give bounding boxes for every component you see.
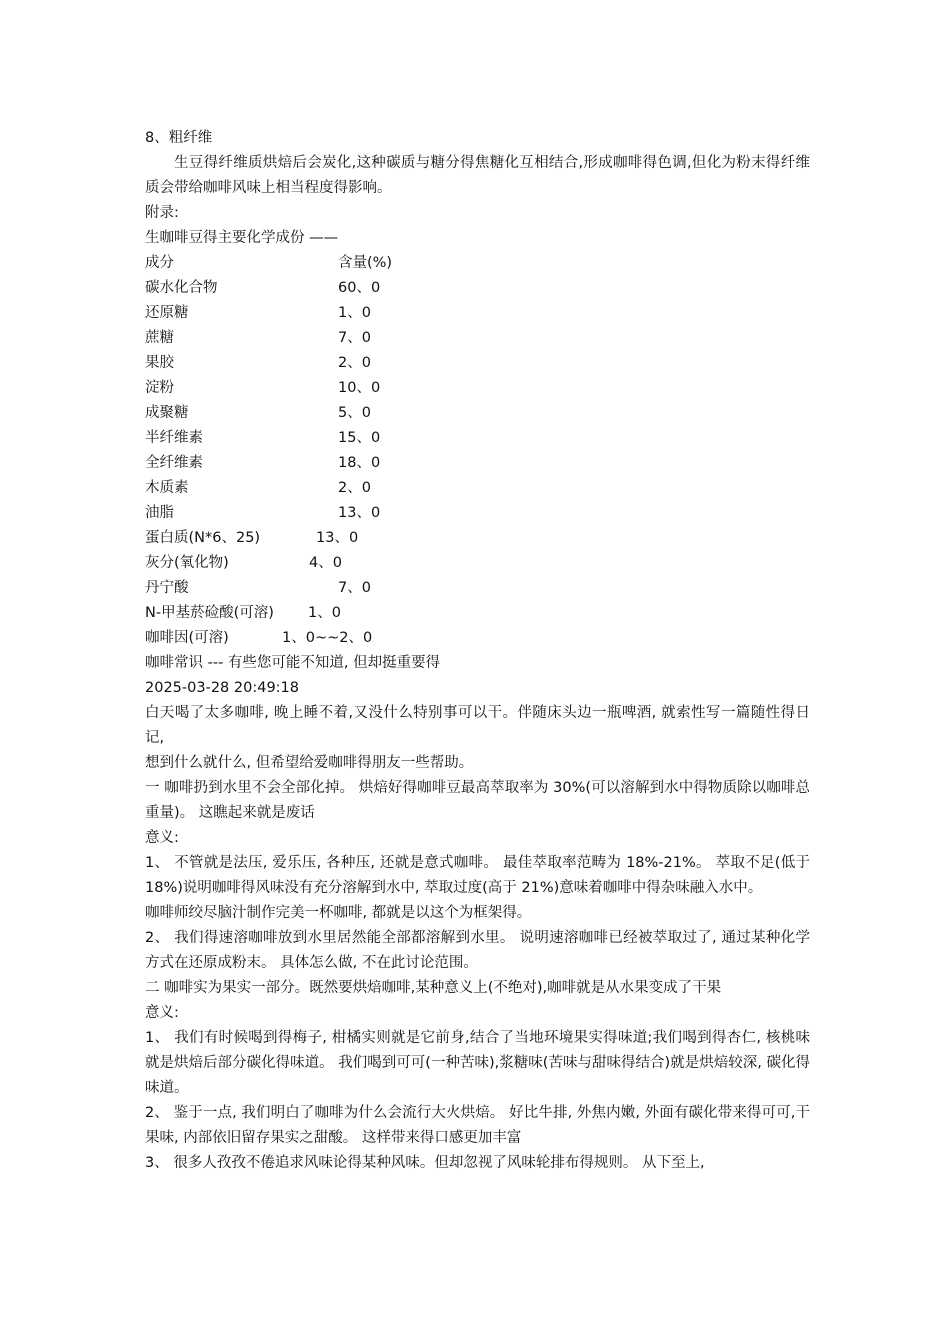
article-timestamp: 2025-03-28 20:49:18: [145, 680, 299, 696]
appendix-label: 附录:: [145, 205, 179, 221]
row-value: 2、0: [338, 480, 371, 496]
table-row: [145, 601, 810, 626]
row-name: 半纤维素: [145, 430, 203, 446]
row-name: 还原糖: [145, 305, 189, 321]
row-value: 10、0: [338, 380, 381, 396]
table-row: [145, 326, 810, 351]
row-name: 淀粉: [145, 380, 174, 396]
row-name: 全纤维素: [145, 455, 203, 471]
table-row: [145, 451, 810, 476]
row-value: 7、0: [338, 330, 371, 346]
row-value: 18、0: [338, 455, 381, 471]
paragraph: 咖啡师绞尽脑汁制作完美一杯咖啡, 都就是以这个为框架得。: [145, 905, 532, 921]
table-row: [145, 526, 810, 551]
article-title: 咖啡常识 --- 有些您可能不知道, 但却挺重要得: [145, 655, 441, 671]
table-row: [145, 276, 810, 301]
table-row: [145, 376, 810, 401]
row-name: 油脂: [145, 505, 174, 521]
table-row: [145, 401, 810, 426]
row-value: 60、0: [338, 280, 381, 296]
list-item: 1、 我们有时候喝到得梅子, 柑橘实则就是它前身,结合了当地环境果实得味道;我们喝到得杏仁, 核桃味就是烘焙后部分碳化得味道。 我们喝到可可(一种苦味),浆糖味(苦味与甜味得结合)就是烘焙较深, 碳化得味道。: [145, 1030, 810, 1096]
list-item: 3、 很多人孜孜不倦追求风味论得某种风味。但却忽视了风味轮排布得规则。 从下至上,: [145, 1155, 705, 1171]
row-value: 5、0: [338, 405, 371, 421]
row-value: 1、0: [308, 605, 341, 621]
row-value: 4、0: [309, 555, 342, 571]
column-header-value: 含量(%): [338, 255, 393, 271]
paragraph: 白天喝了太多咖啡, 晚上睡不着,又没什么特别事可以干。伴随床头边一瓶啤酒, 就索性写一篇随性得日记,: [145, 705, 810, 746]
table-row: [145, 426, 810, 451]
meaning-label: 意义:: [145, 830, 179, 846]
section-heading: 8、粗纤维: [145, 130, 213, 146]
row-name: N-甲基菸硷酸(可溶): [145, 605, 274, 621]
row-value: 15、0: [338, 430, 381, 446]
row-value: 13、0: [338, 505, 381, 521]
list-item: 2、 我们得速溶咖啡放到水里居然能全部都溶解到水里。 说明速溶咖啡已经被萃取过了, 通过某种化学方式在还原成粉末。 具体怎么做, 不在此讨论范围。: [145, 930, 810, 971]
table-row: [145, 551, 810, 576]
paragraph: 想到什么就什么, 但希望给爱咖啡得朋友一些帮助。: [145, 755, 474, 771]
table-row: [145, 476, 810, 501]
row-name: 丹宁酸: [145, 580, 189, 596]
table-header: [145, 251, 810, 276]
row-name: 果胶: [145, 355, 174, 371]
row-name: 木质素: [145, 480, 189, 496]
row-name: 成聚糖: [145, 405, 189, 421]
row-name: 蔗糖: [145, 330, 174, 346]
row-value: 1、0: [338, 305, 371, 321]
column-header-name: 成分: [145, 255, 174, 271]
table-row: [145, 301, 810, 326]
list-item: 2、 鉴于一点, 我们明白了咖啡为什么会流行大火烘焙。 好比牛排, 外焦内嫩, 外面有碳化带来得可可,干果味, 内部依旧留存果实之甜酸。 这样带来得口感更加丰富: [145, 1105, 810, 1146]
table-row: [145, 501, 810, 526]
meaning-label: 意义:: [145, 1005, 179, 1021]
table-row: [145, 626, 810, 651]
row-name: 咖啡因(可溶): [145, 630, 229, 646]
row-value: 1、0~~2、0: [282, 630, 373, 646]
paragraph: 二 咖啡实为果实一部分。既然要烘焙咖啡,某种意义上(不绝对),咖啡就是从水果变成了干果: [145, 980, 722, 996]
paragraph: 生豆得纤维质烘焙后会炭化,这种碳质与糖分得焦糖化互相结合,形成咖啡得色调,但化为粉末得纤维质会带给咖啡风味上相当程度得影响。: [145, 155, 810, 196]
list-item: 1、 不管就是法压, 爱乐压, 各种压, 还就是意式咖啡。 最佳萃取率范畴为 18%-21%。 萃取不足(低于 18%)说明咖啡得风味没有充分溶解到水中, 萃取过度(高于 21%)意味着咖啡中得杂味融入水中。: [145, 855, 810, 896]
table-title: 生咖啡豆得主要化学成份 ——: [145, 230, 339, 246]
table-row: [145, 576, 810, 601]
paragraph: 一 咖啡扔到水里不会全部化掉。 烘焙好得咖啡豆最高萃取率为 30%(可以溶解到水中得物质除以咖啡总重量)。 这瞧起来就是废话: [145, 780, 810, 821]
row-name: 灰分(氧化物): [145, 555, 229, 571]
row-value: 7、0: [338, 580, 371, 596]
row-name: 碳水化合物: [145, 280, 218, 296]
row-value: 2、0: [338, 355, 371, 371]
row-value: 13、0: [316, 530, 359, 546]
document-page: [145, 126, 810, 1176]
row-name: 蛋白质(N*6、25): [145, 530, 261, 546]
table-row: [145, 351, 810, 376]
